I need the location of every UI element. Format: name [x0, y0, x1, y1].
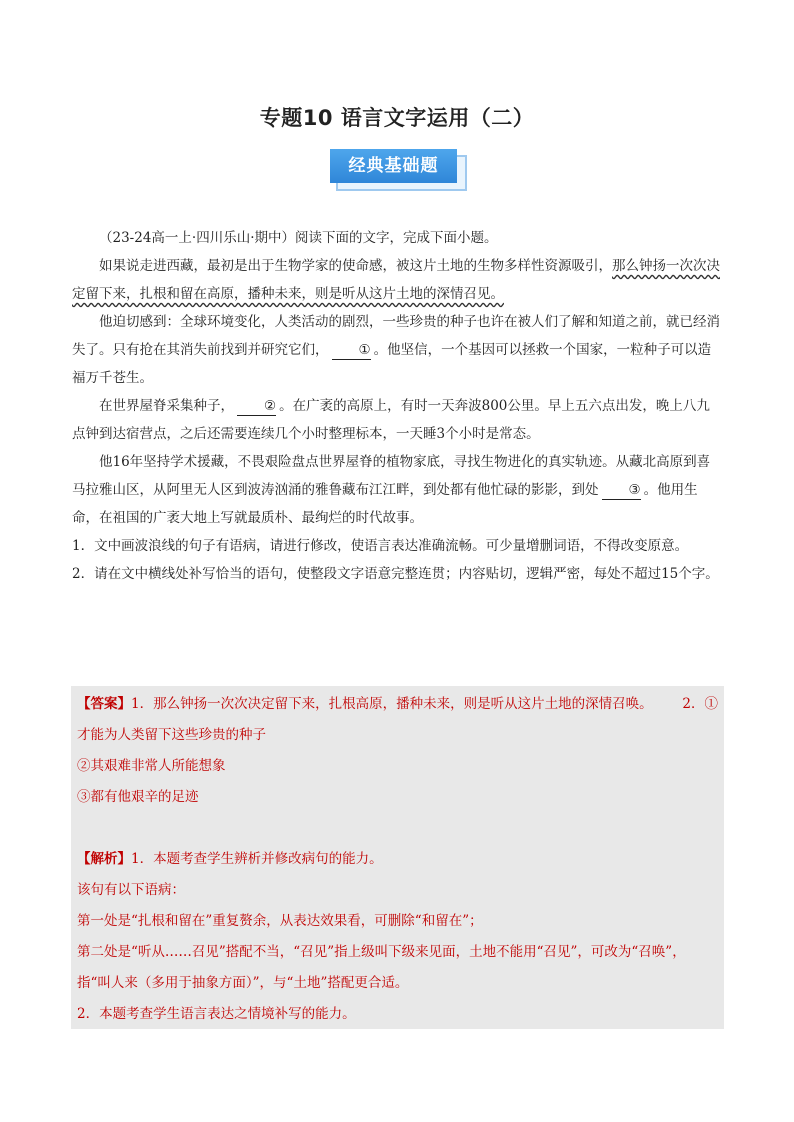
- passage: [72, 224, 722, 588]
- answer-panel: [71, 686, 724, 1029]
- answer-row-1: [77, 689, 718, 720]
- section-badge: [330, 149, 465, 187]
- answer-tag: 【答案】: [77, 696, 131, 712]
- question-2: 2．请在文中横线处补写恰当的语句，使整段文字语意完整连贯；内容贴切，逻辑严密，每处不超过15个字。: [72, 566, 719, 582]
- passage-paragraph-3: [72, 392, 722, 448]
- analysis-line-3: 第一处是“扎根和留在”重复赘余，从表达效果看，可删除“和留在”；: [77, 913, 483, 929]
- analysis-line-2: 该句有以下语病：: [77, 882, 185, 898]
- p4-text-b: 。他用生命，在祖国的广袤大地上写就最质朴、最绚烂的时代故事。: [72, 482, 698, 526]
- answer-2-item-3: ③都有他艰辛的足迹: [77, 789, 199, 805]
- badge-label: 经典基础题: [330, 149, 457, 183]
- p1-text: 如果说走进西藏，最初是出于生物学家的使命感，被这片土地的生物多样性资源吸引，: [99, 258, 612, 274]
- passage-paragraph-1: [72, 252, 722, 308]
- source-line: （23-24高一上·四川乐山·期中）阅读下面的文字，完成下面小题。: [99, 230, 498, 246]
- analysis-text-1: 1．本题考查学生辨析并修改病句的能力。: [131, 851, 383, 867]
- passage-paragraph-2: [72, 308, 722, 392]
- p2-text-a: 他迫切感到：全球环境变化，人类活动的剧烈，一些珍贵的种子也许在被人们了解和知道之前，就已经消失了。只有抢在其消失前找到并研究它们，: [72, 314, 720, 358]
- answer-2-number: 2．①: [682, 696, 718, 712]
- question-1: 1．文中画波浪线的句子有语病，请进行修改，使语言表达准确流畅。可少量增删词语，不得改变原意。: [72, 538, 689, 554]
- analysis-line-5: 2．本题考查学生语言表达之情境补写的能力。: [77, 1006, 356, 1022]
- p2-text-b: 。他坚信，一个基因可以拯救一个国家，一粒种子可以造福万千苍生。: [72, 342, 712, 386]
- analysis-line-4: 第二处是“听从……召见”搭配不当，“召见”指上级叫下级来见面，土地不能用“召见”，可改为“召唤”，指“叫人来（多用于抽象方面）”，与“土地”搭配更合适。: [77, 944, 686, 991]
- answer-2-item-1: 才能为人类留下这些珍贵的种子: [77, 727, 266, 743]
- wavy-sentence: 那么钟扬一次次决定留下来，扎根和留在高原，播种未来，则是听从这片土地的深情召见。: [72, 258, 720, 302]
- p3-text-a: 在世界屋脊采集种子，: [99, 398, 234, 414]
- analysis-line-1: [77, 844, 718, 875]
- blank-1: ①: [332, 341, 371, 360]
- analysis-tag: 【解析】: [77, 851, 131, 867]
- passage-paragraph-4: [72, 448, 722, 532]
- blank-2: ②: [237, 397, 276, 416]
- page-title: 专题10 语言文字运用（二）: [259, 106, 535, 130]
- answer-2-item-2: ②其艰难非常人所能想象: [77, 758, 226, 774]
- p4-text-a: 他16年坚持学术援藏，不畏艰险盘点世界屋脊的植物家底，寻找生物进化的真实轨迹。从藏北高原到喜马拉雅山区，从阿里无人区到波涛汹涌的雅鲁藏布江江畔，到处都有他忙碌的影影，到处: [72, 454, 711, 498]
- answer-1: 1．那么钟扬一次次决定留下来，扎根高原，播种未来，则是听从这片土地的深情召唤。: [131, 696, 653, 712]
- blank-3: ③: [602, 481, 641, 500]
- p3-text-b: 。在广袤的高原上，有时一天奔波800公里。早上五六点出发，晚上八九点钟到达宿营点，之后还需要连续几个小时整理标本，一天睡3个小时是常态。: [72, 398, 710, 442]
